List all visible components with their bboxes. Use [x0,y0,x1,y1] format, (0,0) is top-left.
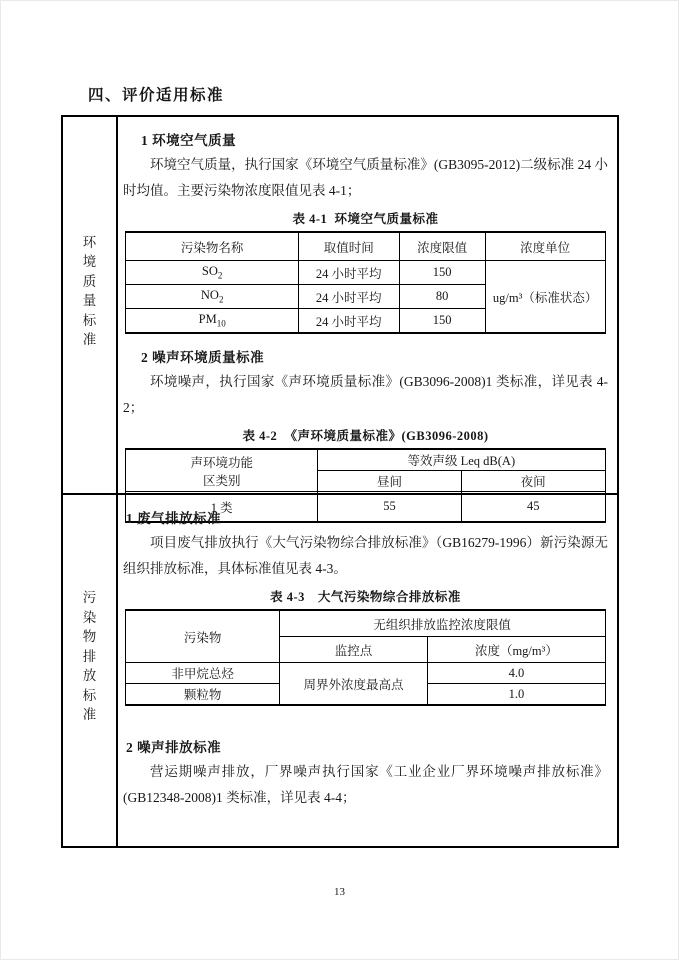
document-title: 四、评价适用标准 [88,87,225,104]
concentration-header-cell: 浓度（mg/m³） [428,637,605,663]
day-header-cell: 昼间 [318,471,462,492]
pollutant-cell: $SO_2$ [126,261,298,285]
header-cell: 浓度单位 [485,232,605,261]
table-4-3-caption: 表 4-3 大气污染物综合排放标准 [270,590,461,604]
pollutant-header-cell: 污染物 [126,610,279,663]
zone-class-cell: 1 类 [126,492,318,523]
air-quality-table [125,231,605,334]
section-pollutant-discharge [63,495,617,846]
table-header-row [126,232,605,261]
table-row [126,261,605,285]
env-quality-side-cell [63,117,118,493]
fugitive-group-header-cell: 无组织排放监控浓度限值 [279,610,605,637]
day-value-cell: 55 [318,492,462,523]
pollutant-discharge-content [118,495,617,846]
pollutant-discharge-side-cell [63,495,118,846]
table-4-2-caption: 表 4-2 《声环境质量标准》(GB3096-2008) [242,429,489,443]
limit-cell: 150 [399,309,485,334]
pollutant-cell: 非甲烷总烃 [126,663,279,684]
time-cell: 24 小时平均 [298,261,399,285]
noise-discharge-heading: 2 噪声排放标准 [126,740,222,755]
limit-cell: 1.0 [428,684,605,706]
time-cell: 24 小时平均 [298,309,399,334]
monitor-point-header-cell: 监控点 [279,637,428,663]
waste-gas-heading: 1 废气排放标准 [126,511,222,526]
pollutant-cell: $PM_{10}$ [126,309,298,334]
header-cell: 污染物名称 [126,232,298,261]
header-cell: 取值时间 [298,232,399,261]
section-env-quality [63,117,617,515]
air-quality-heading: 1 环境空气质量 [141,133,237,148]
limit-cell: 80 [399,285,485,309]
night-header-cell: 夜间 [461,471,605,492]
pollutant-cell: $NO_2$ [126,285,298,309]
noise-quality-paragraph: 环境噪声，执行国家《声环境质量标准》(GB3096-2008)1 类标准，详见表 4-2； [123,374,608,415]
night-value-cell: 45 [461,492,605,523]
header-cell: 浓度限值 [399,232,485,261]
limit-cell: 4.0 [428,663,605,684]
standards-table-frame [61,115,619,848]
table-row [126,663,605,684]
table-header-row [126,449,605,471]
pollutant-cell: 颗粒物 [126,684,279,706]
limit-cell: 150 [399,261,485,285]
noise-quality-heading: 2 噪声环境质量标准 [141,350,265,365]
waste-gas-table [125,609,605,706]
table-header-row [126,610,605,637]
noise-discharge-paragraph: 营运期噪声排放，厂界噪声执行国家《工业企业厂界环境噪声排放标准》(GB12348-2008)1 类标准，详见表 4-4； [123,764,608,805]
zone-header-cell: 声环境功能 区类别 [126,449,318,492]
leq-group-header-cell: 等效声级 Leq dB(A) [318,449,605,471]
monitor-point-cell: 周界外浓度最高点 [279,663,428,706]
env-quality-content [118,117,617,515]
env-quality-side-label: 环境质量标准 [82,234,97,347]
table-4-1-caption: 表 4-1 环境空气质量标准 [292,212,439,226]
air-quality-paragraph: 环境空气质量，执行国家《环境空气质量标准》(GB3095-2012)二级标准 24 小时均值。主要污染物浓度限值见表 4-1； [123,157,608,198]
pollutant-discharge-side-label: 污染物排放标准 [82,590,97,723]
page-number: 13 [334,886,345,898]
waste-gas-paragraph: 项目废气排放执行《大气污染物综合排放标准》（GB16279-1996）新污染源无组织排放标准，具体标准值见表 4-3。 [123,535,608,576]
time-cell: 24 小时平均 [298,285,399,309]
unit-cell: ug/m³（标准状态） [485,261,605,334]
